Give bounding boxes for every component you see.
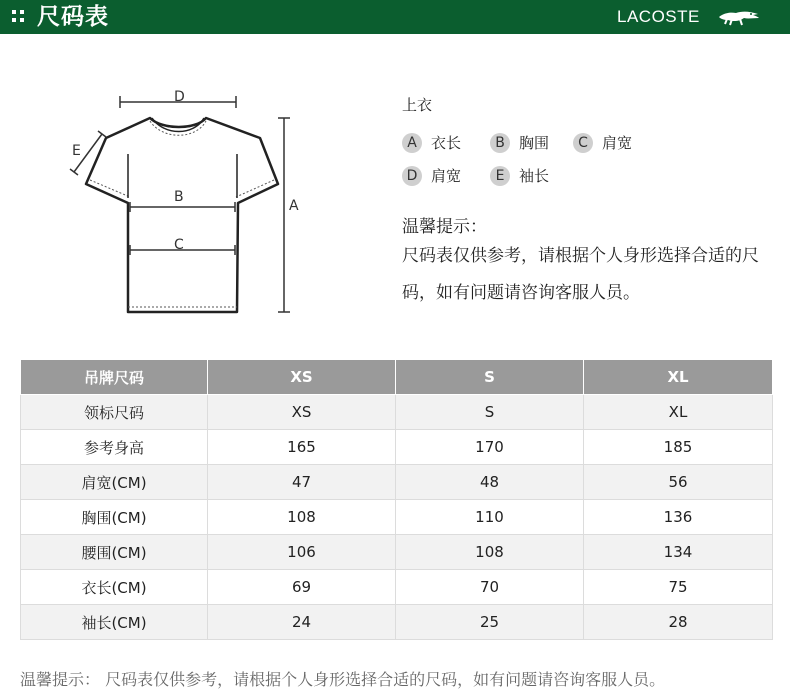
legend-label: 肩宽: [431, 167, 462, 185]
table-cell: 47: [208, 465, 396, 500]
crocodile-logo-icon: [718, 6, 760, 28]
legend-key: C: [573, 133, 593, 153]
label-e: E: [72, 143, 81, 159]
table-row: [21, 465, 773, 500]
row-label: 领标尺码: [21, 395, 208, 430]
table-cell: 70: [396, 570, 584, 605]
label-c: C: [174, 237, 184, 253]
label-a: A: [289, 198, 299, 214]
row-label: 衣长(CM): [21, 570, 208, 605]
table-cell: 110: [396, 500, 584, 535]
table-cell: 165: [208, 430, 396, 465]
table-row: [21, 395, 773, 430]
row-label: 胸围(CM): [21, 500, 208, 535]
legend-key: A: [402, 133, 422, 153]
table-cell: 136: [584, 500, 773, 535]
table-cell: 75: [584, 570, 773, 605]
label-d: D: [174, 89, 185, 105]
header-bar: [0, 0, 790, 34]
table-cell: 134: [584, 535, 773, 570]
row-label: 肩宽(CM): [21, 465, 208, 500]
table-row: [21, 430, 773, 465]
table-cell: 108: [208, 500, 396, 535]
table-cell: 106: [208, 535, 396, 570]
tshirt-outline: [60, 80, 320, 320]
legend-item-c: [573, 132, 632, 153]
page-title: 尺码表: [37, 4, 109, 30]
legend-label: 肩宽: [602, 134, 633, 152]
table-cell: 56: [584, 465, 773, 500]
table-cell: 48: [396, 465, 584, 500]
row-label: 参考身高: [21, 430, 208, 465]
table-row: [21, 500, 773, 535]
table-cell: 69: [208, 570, 396, 605]
legend-key: E: [490, 166, 510, 186]
table-cell: 185: [584, 430, 773, 465]
legend-key: D: [402, 166, 422, 186]
table-cell: 24: [208, 605, 396, 640]
column-header: XL: [584, 360, 773, 395]
legend-item-a: [402, 132, 461, 153]
tip-title: 温馨提示：: [402, 217, 487, 237]
table-cell: 28: [584, 605, 773, 640]
table-cell: 170: [396, 430, 584, 465]
legend-label: 胸围: [519, 134, 550, 152]
legend-key: B: [490, 133, 510, 153]
legend-item-e: [490, 165, 549, 186]
table-row: [21, 605, 773, 640]
row-label: 袖长(CM): [21, 605, 208, 640]
label-b: B: [174, 189, 184, 205]
tshirt-diagram: [60, 80, 320, 324]
legend-item-b: [490, 132, 549, 153]
table-row: [21, 535, 773, 570]
legend-item-d: [402, 165, 461, 186]
table-cell: S: [396, 395, 584, 430]
column-header: XS: [208, 360, 396, 395]
grid-dots-icon: [12, 10, 26, 24]
tip-text: 尺码表仅供参考，请根据个人身形选择合适的尺码，如有问题请咨询客服人员。: [402, 246, 759, 303]
table-cell: XS: [208, 395, 396, 430]
legend-label: 衣长: [431, 134, 462, 152]
column-header: 吊牌尺码: [21, 360, 208, 395]
column-header: S: [396, 360, 584, 395]
size-table: [20, 359, 773, 640]
section-title: 上衣: [402, 96, 433, 114]
table-row: [21, 570, 773, 605]
table-cell: XL: [584, 395, 773, 430]
brand-name: LACOSTE: [617, 7, 700, 26]
footer-note: 温馨提示： 尺码表仅供参考，请根据个人身形选择合适的尺码，如有问题请咨询客服人员。: [20, 670, 666, 689]
table-cell: 25: [396, 605, 584, 640]
table-header-row: [21, 360, 773, 395]
legend-label: 袖长: [519, 167, 550, 185]
row-label: 腰围(CM): [21, 535, 208, 570]
table-cell: 108: [396, 535, 584, 570]
